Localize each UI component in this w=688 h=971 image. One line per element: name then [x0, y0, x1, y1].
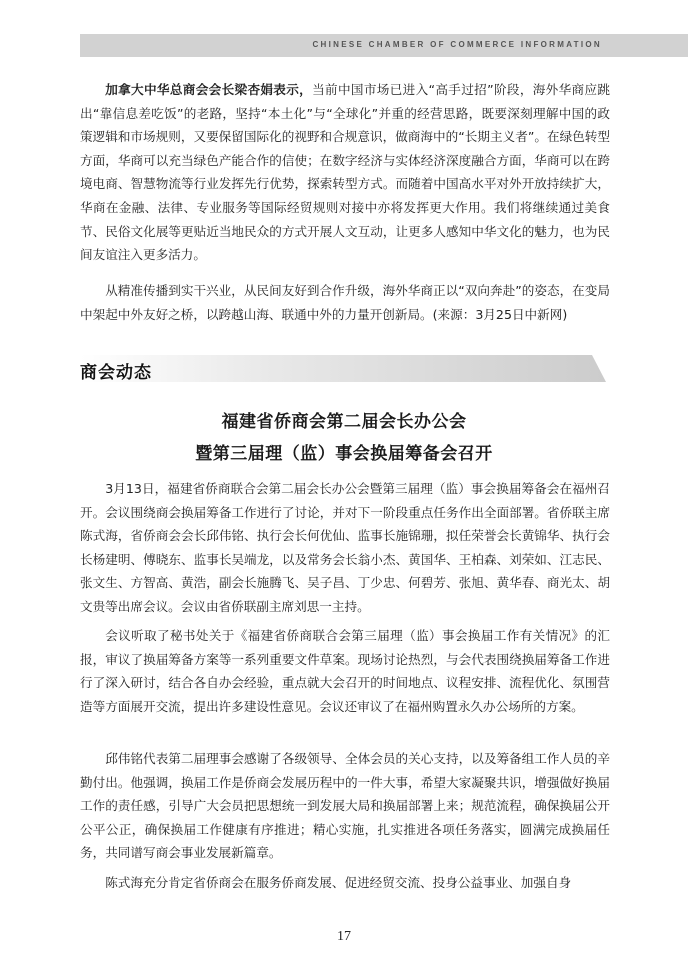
- article-paragraph-2: 会议听取了秘书处关于《福建省侨商联合会第三届理（监）事会换届工作有关情况》的汇报，审议了换届筹备方案等一系列重要文件草案。现场讨论热烈，与会代表围绕换届筹备工作进行了深入研讨，结合各自办会经验，重点就大会召开的时间地点、议程安排、流程优化、氛围营造等方面展开交流，提出许多建设性意见。会议还审议了在福州购置永久办公场所的方案。: [80, 628, 610, 714]
- page-number: 17: [337, 929, 351, 944]
- article-title-line-1: 福建省侨商会第二届会长办公会: [221, 412, 467, 432]
- section-header: [80, 355, 606, 382]
- article-paragraph-3: 邱伟铭代表第二届理事会感谢了各级领导、全体会员的关心支持，以及筹备组工作人员的辛勤付出。他强调，换届工作是侨商会发展历程中的一件大事，希望大家凝聚共识，增强做好换届工作的责任感，引导广大会员把思想统一到发展大局和换届部署上来；规范流程，确保换届公开公平公正，确保换届工作健康有序推进；精心实施，扎实推进各项任务落实，圆满完成换届任务，共同谱写商会事业发展新篇章。: [80, 751, 610, 861]
- continuation-paragraph-1: [80, 78, 610, 267]
- article-paragraph-1: 3月13日，福建省侨商联合会第二届会长办公会暨第三届理（监）事会换届筹备会在福州召开。会议围绕商会换届筹备工作进行了讨论，并对下一阶段重点任务作出全面部署。省侨联主席陈式海，省侨商会会长邱伟铭、执行会长何优仙、监事长施锦珊，拟任荣誉会长黄锦华、执行会长杨建明、傅晓东、监事长吴端龙，以及常务会长翁小杰、黄国华、王柏森、刘荣如、江志民、张文生、方智高、黄浩，副会长施腾飞、吴子昌、丁少忠、何碧芳、张旭、黄华春、商光太、胡文贵等出席会议。会议由省侨联副主席刘思一主持。: [80, 481, 610, 614]
- continuation-paragraph-1-body: 当前中国市场已进入“高手过招”阶段，海外华商应跳出“靠信息差吃饭”的老路，坚持“本土化”与“全球化”并重的经营思路，既要深刻理解中国的政策逻辑和市场规则，又要保留国际化的视野和合规意识，做商海中的“长期主义者”。在绿色转型方面，华商可以充当绿色产能合作的信使；在数字经济与实体经济深度融合方面，华商可以在跨境电商、智慧物流等行业发挥先行优势，探索转型方式。而随着中国高水平对外开放持续扩大，华商在金融、法律、专业服务等国际经贸规则对接中亦将发挥更大作用。我们将继续通过美食节、民俗文化展等更贴近当地民众的方式开展人文互动，让更多人感知中华文化的魅力，也为民间友谊注入更多活力。: [80, 82, 610, 263]
- speaker-lead: 加拿大中华总商会会长梁杏娟表示，: [105, 82, 313, 97]
- section-title: 商会动态: [80, 363, 152, 382]
- continuation-paragraph-2: 从精准传播到实干兴业，从民间友好到合作升级，海外华商正以“双向奔赴”的姿态，在变局中架起中外友好之桥，以跨越山海、联通中外的力量开创新局。(来源：3月25日中新网): [80, 283, 610, 322]
- article-paragraph-4: 陈式海充分肯定省侨商会在服务侨商发展、促进经贸交流、投身公益事业、加强自身: [105, 875, 572, 890]
- article-title-line-2: 暨第三届理（监）事会换届筹备会召开: [195, 444, 493, 464]
- header-band: [80, 34, 688, 57]
- publication-name: CHINESE CHAMBER OF COMMERCE INFORMATION: [312, 40, 602, 49]
- section-corner-notch: [592, 355, 606, 382]
